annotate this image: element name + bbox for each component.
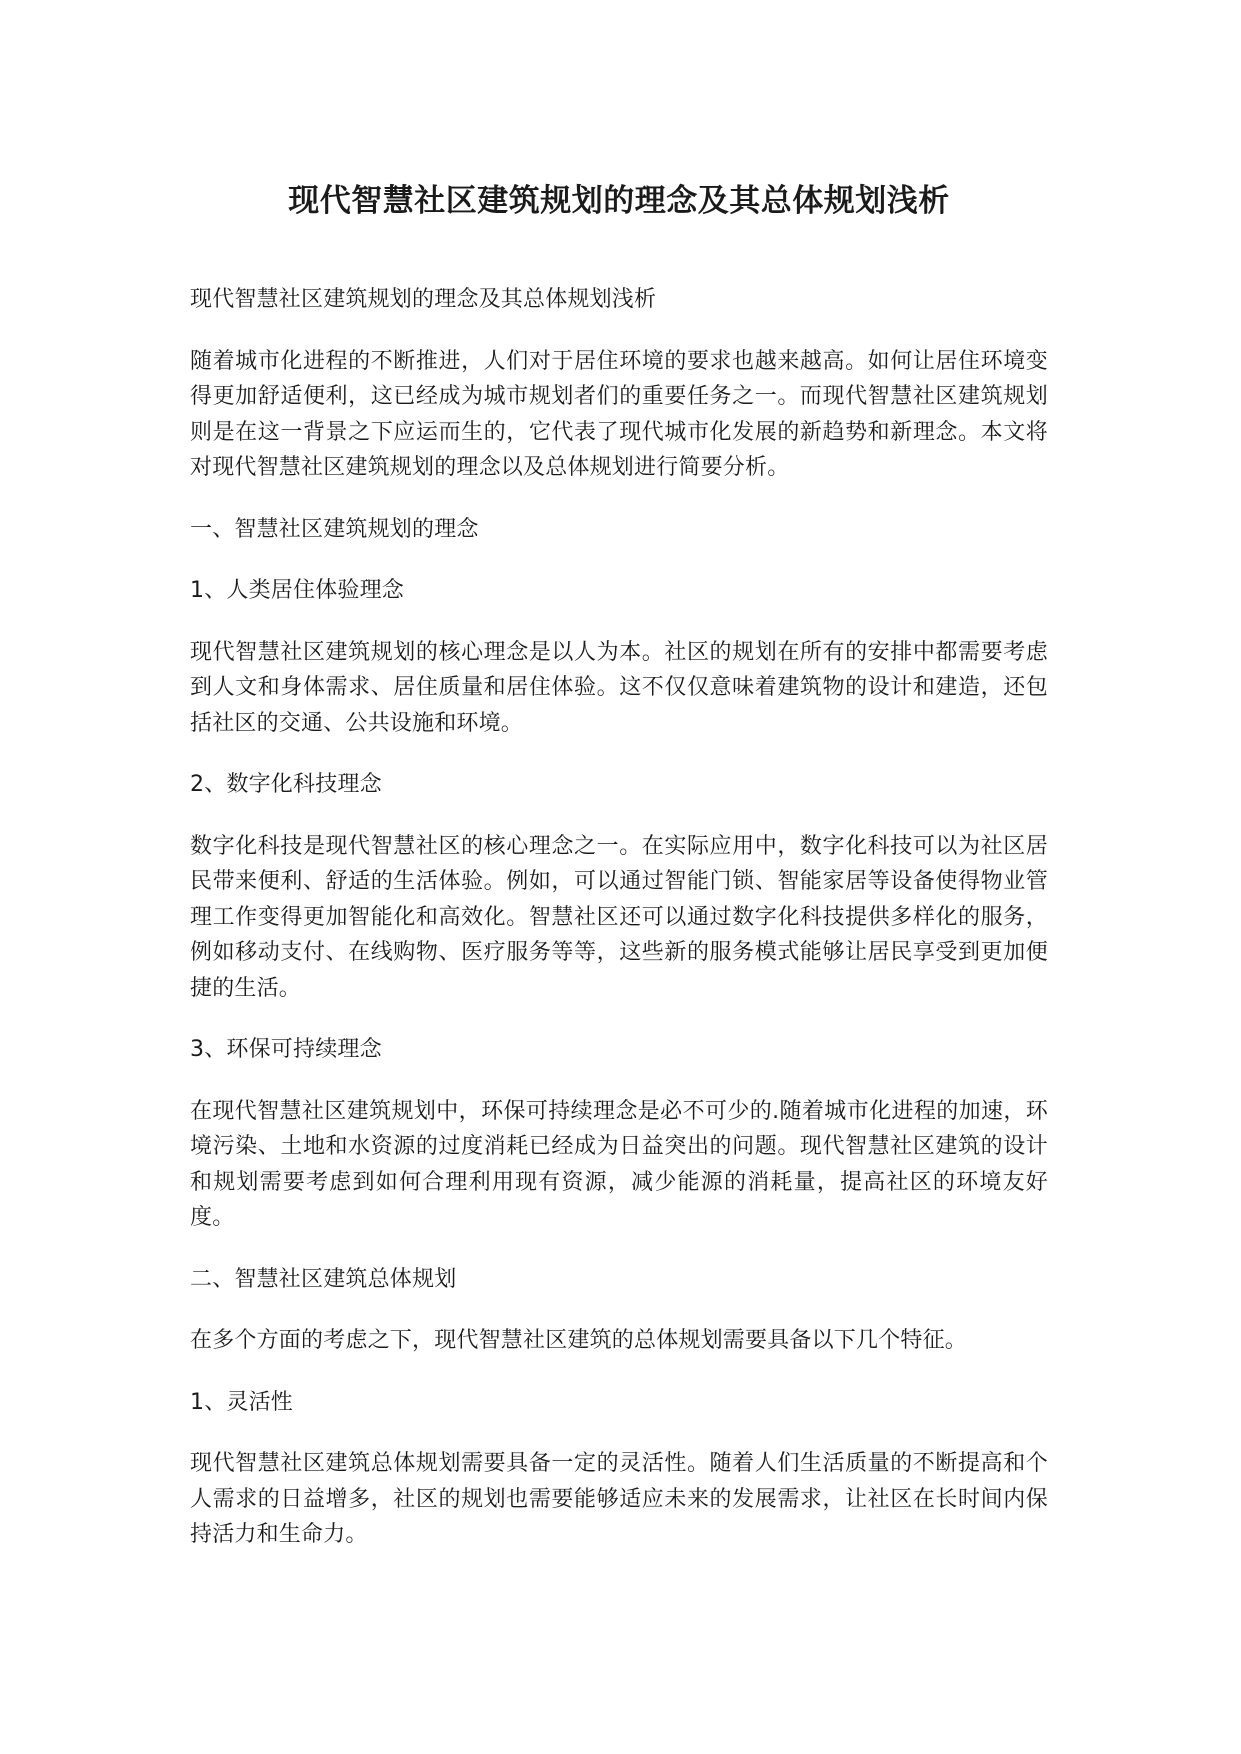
section-heading-2: 二、智慧社区建筑总体规划 xyxy=(190,1266,457,1292)
paragraph-1-1: 现代智慧社区建筑规划的核心理念是以人为本。社区的规划在所有的安排中都需要考虑到人文和身体需求、居住质量和居住体验。这不仅仅意味着建筑物的设计和建造，还包括社区的交通、公共设施和环境。 xyxy=(190,639,1048,736)
paragraph-2-intro: 在多个方面的考虑之下，现代智慧社区建筑的总体规划需要具备以下几个特征。 xyxy=(190,1328,968,1353)
document-body xyxy=(190,282,1048,1579)
paragraph-2-1: 现代智慧社区建筑总体规划需要具备一定的灵活性。随着人们生活质量的不断提高和个人需求的日益增多，社区的规划也需要能够适应未来的发展需求，让社区在长时间内保持活力和生命力。 xyxy=(190,1451,1048,1547)
subheading-1-1: 1、人类居住体验理念 xyxy=(190,578,404,603)
paragraph-1-3: 在现代智慧社区建筑规划中，环保可持续理念是必不可少的.随着城市化进程的加速，环境污染、土地和水资源的过度消耗已经成为日益突出的问题。现代智慧社区建筑的设计和规划需要考虑到如何合理利用现有资源，减少能源的消耗量，提高社区的环境友好度。 xyxy=(190,1098,1048,1230)
intro-paragraph: 随着城市化进程的不断推进，人们对于居住环境的要求也越来越高。如何让居住环境变得更加舒适便利，这已经成为城市规划者们的重要任务之一。而现代智慧社区建筑规划则是在这一背景之下应运而生的，它代表了现代城市化发展的新趋势和新理念。本文将对现代智慧社区建筑规划的理念以及总体规划进行简要分析。 xyxy=(190,348,1048,480)
subtitle-paragraph: 现代智慧社区建筑规划的理念及其总体规划浅析 xyxy=(190,287,657,312)
subheading-1-3: 3、环保可持续理念 xyxy=(190,1037,382,1062)
document-title: 现代智慧社区建筑规划的理念及其总体规划浅析 xyxy=(288,183,950,219)
subheading-2-1: 1、灵活性 xyxy=(190,1389,293,1415)
section-heading-1: 一、智慧社区建筑规划的理念 xyxy=(190,516,479,542)
paragraph-1-2: 数字化科技是现代智慧社区的核心理念之一。在实际应用中，数字化科技可以为社区居民带来便利、舒适的生活体验。例如，可以通过智能门锁、智能家居等设备使得物业管理工作变得更加智能化和高效化。智慧社区还可以通过数字化科技提供多样化的服务，例如移动支付、在线购物、医疗服务等等，这些新的服务模式能够让居民享受到更加便捷的生活。 xyxy=(190,833,1048,1001)
subheading-1-2: 2、数字化科技理念 xyxy=(190,772,382,797)
